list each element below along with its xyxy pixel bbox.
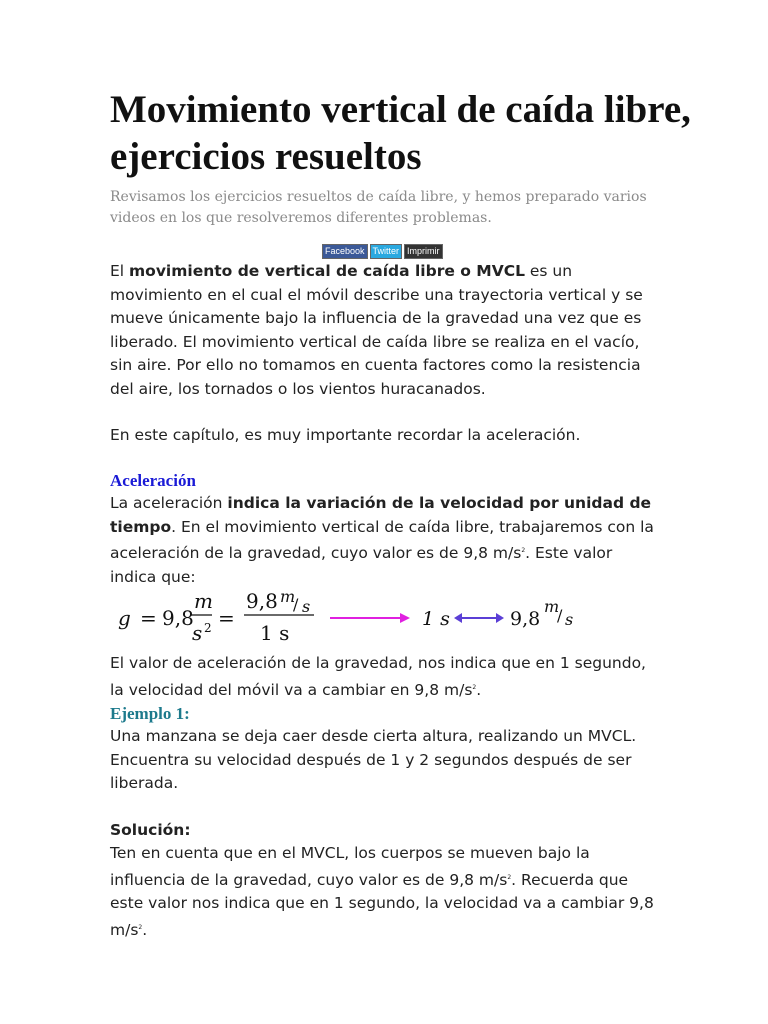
formula-m: m bbox=[194, 589, 213, 613]
twitter-share-button[interactable]: Twitter bbox=[370, 244, 403, 259]
gravity-formula-graphic bbox=[110, 588, 590, 648]
formula-den: 1 s bbox=[260, 621, 290, 645]
formula-num-m: m bbox=[280, 588, 296, 606]
formula-eq-2: = bbox=[218, 606, 235, 630]
section-heading-ejemplo-1: Ejemplo 1: bbox=[110, 704, 190, 724]
double-arrow-head-left bbox=[454, 613, 462, 623]
facebook-share-button[interactable]: Facebook bbox=[322, 244, 368, 259]
aceleracion-section bbox=[110, 469, 655, 589]
formula-val: 9,8 bbox=[162, 606, 194, 630]
magenta-arrow-head bbox=[400, 613, 410, 623]
after-formula-section bbox=[110, 652, 655, 942]
formula-num-s: s bbox=[302, 597, 311, 616]
double-arrow-head-right bbox=[496, 613, 504, 623]
ejemplo-paragraph: Una manzana se deja caer desde cierta altura, realizando un MVCL. Encuentra su velocidad después de 1 y 2 segundos después de ser liberada. bbox=[110, 727, 637, 793]
formula-exp: 2 bbox=[204, 621, 212, 635]
after-formula-paragraph: El valor de aceleración de la gravedad, nos indica que en 1 segundo, la velocidad del móvil va a cambiar en 9,8 $m/s^2$. bbox=[110, 654, 646, 699]
formula-g: g bbox=[118, 606, 131, 630]
section-heading-aceleracion: Aceleración bbox=[110, 471, 196, 490]
solucion-heading: Solución: bbox=[110, 820, 191, 839]
intro-paragraph: El movimiento de vertical de caída libre o MVCL es un movimiento en el cual el móvil describe una trayectoria vertical y se mueve únicamente bajo la influencia de la gravedad una vez que es liberado. El movimiento vertical de caída libre se realiza en el vacío, sin aire. Por ello no tomamos en cuenta factores como la resistencia del aire, los tornados o los vientos huracanados. bbox=[110, 262, 643, 398]
rhs-s: s bbox=[565, 610, 574, 629]
intro-section bbox=[110, 260, 655, 448]
formula-eq-1: = bbox=[140, 606, 157, 630]
svg-text:/: / bbox=[557, 606, 563, 625]
rhs-val: 9,8 bbox=[510, 608, 541, 630]
formula-num: 9,8 bbox=[246, 589, 278, 613]
article-subtitle: Revisamos los ejercicios resueltos de caída libre, y hemos preparado varios videos en los que resolveremos diferentes problemas. bbox=[110, 189, 647, 226]
solucion-paragraph: Ten en cuenta que en el MVCL, los cuerpos se mueven bajo la influencia de la gravedad, cuyo valor es de 9,8 $m/s^2$. Recuerda que este valor nos indica que en 1 segundo, la velocidad va a cambiar 9,8 $m/s^2$. bbox=[110, 844, 654, 939]
formula-s: s bbox=[192, 621, 203, 645]
aceleracion-paragraph: La aceleración indica la variación de la velocidad por unidad de tiempo. En el movimiento vertical de caída libre, trabajaremos con la aceleración de la gravedad, cuyo valor es de 9,8 $m/s^2$. Este valor indica que: bbox=[110, 494, 654, 586]
mvcl-definition-term: movimiento de vertical de caída libre o MVCL bbox=[129, 262, 525, 280]
article-title: Movimiento vertical de caída libre, ejercicios resueltos bbox=[110, 88, 691, 178]
share-bar bbox=[322, 244, 443, 259]
print-button[interactable]: Imprimir bbox=[404, 244, 443, 259]
gravity-formula bbox=[110, 588, 590, 652]
svg-text:/: / bbox=[293, 595, 299, 614]
rhs-time: 1 s bbox=[422, 608, 450, 630]
rhs-m: m bbox=[544, 597, 560, 616]
intro-paragraph-2: En este capítulo, es muy importante recordar la aceleración. bbox=[110, 426, 581, 444]
